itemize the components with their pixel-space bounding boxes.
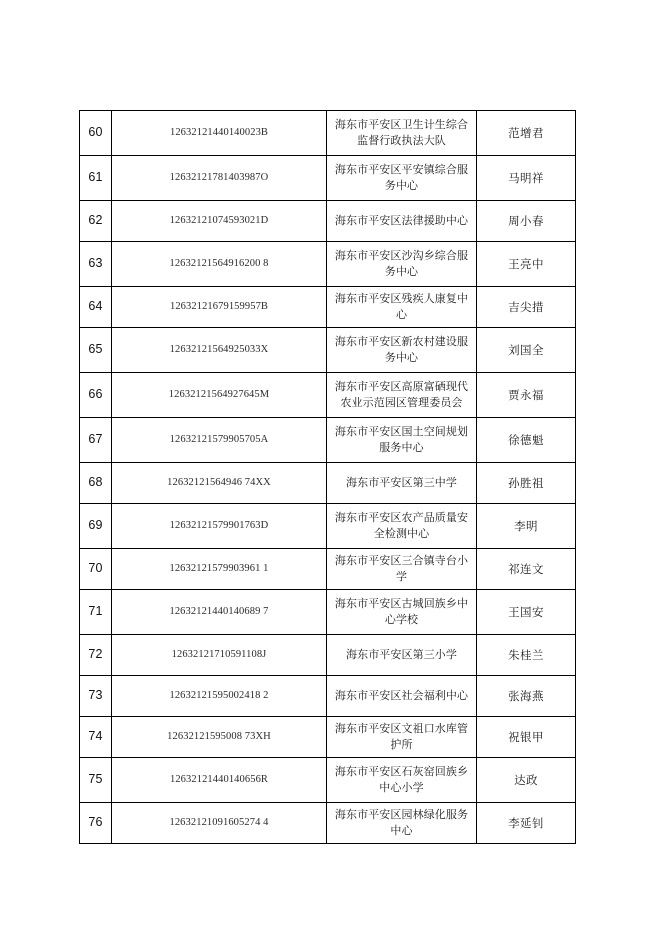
table-row xyxy=(80,803,576,844)
organization-name-cell: 海东市平安区残疾人康复中心 xyxy=(327,287,477,328)
row-index-cell: 66 xyxy=(80,373,112,418)
row-index-cell: 70 xyxy=(80,549,112,590)
legal-representative-cell: 孙胜祖 xyxy=(477,463,576,504)
legal-representative-cell: 达政 xyxy=(477,758,576,803)
organization-name-cell: 海东市平安区新农村建设服务中心 xyxy=(327,328,477,373)
credit-code-cell: 12632121564916200 8 xyxy=(112,242,327,287)
table-row xyxy=(80,201,576,242)
credit-code-cell: 12632121440140023B xyxy=(112,111,327,156)
legal-representative-cell: 李明 xyxy=(477,504,576,549)
row-index-cell: 72 xyxy=(80,635,112,676)
legal-representative-cell: 范增君 xyxy=(477,111,576,156)
credit-code-cell: 12632121074593021D xyxy=(112,201,327,242)
legal-representative-cell: 周小春 xyxy=(477,201,576,242)
row-index-cell: 61 xyxy=(80,156,112,201)
credit-code-cell: 12632121564946 74XX xyxy=(112,463,327,504)
organization-name-cell: 海东市平安区沙沟乡综合服务中心 xyxy=(327,242,477,287)
credit-code-cell: 12632121091605274 4 xyxy=(112,803,327,844)
row-index-cell: 73 xyxy=(80,676,112,717)
row-index-cell: 64 xyxy=(80,287,112,328)
roster-table xyxy=(79,110,576,844)
table-row xyxy=(80,418,576,463)
credit-code-cell: 12632121781403987O xyxy=(112,156,327,201)
roster-table-body xyxy=(80,111,576,844)
legal-representative-cell: 马明祥 xyxy=(477,156,576,201)
credit-code-cell: 12632121440140689 7 xyxy=(112,590,327,635)
table-row xyxy=(80,717,576,758)
organization-name-cell: 海东市平安区农产品质量安全检测中心 xyxy=(327,504,477,549)
organization-name-cell: 海东市平安区法律援助中心 xyxy=(327,201,477,242)
row-index-cell: 74 xyxy=(80,717,112,758)
organization-name-cell: 海东市平安区第三小学 xyxy=(327,635,477,676)
legal-representative-cell: 朱桂兰 xyxy=(477,635,576,676)
legal-representative-cell: 王国安 xyxy=(477,590,576,635)
row-index-cell: 71 xyxy=(80,590,112,635)
organization-name-cell: 海东市平安区石灰窑回族乡中心小学 xyxy=(327,758,477,803)
legal-representative-cell: 贾永福 xyxy=(477,373,576,418)
legal-representative-cell: 刘国全 xyxy=(477,328,576,373)
table-row xyxy=(80,111,576,156)
credit-code-cell: 12632121564925033X xyxy=(112,328,327,373)
row-index-cell: 60 xyxy=(80,111,112,156)
organization-name-cell: 海东市平安区第三中学 xyxy=(327,463,477,504)
row-index-cell: 67 xyxy=(80,418,112,463)
organization-name-cell: 海东市平安区卫生计生综合监督行政执法大队 xyxy=(327,111,477,156)
row-index-cell: 69 xyxy=(80,504,112,549)
table-row xyxy=(80,242,576,287)
table-row xyxy=(80,328,576,373)
organization-name-cell: 海东市平安区社会福利中心 xyxy=(327,676,477,717)
row-index-cell: 62 xyxy=(80,201,112,242)
table-row xyxy=(80,287,576,328)
legal-representative-cell: 祁连文 xyxy=(477,549,576,590)
row-index-cell: 63 xyxy=(80,242,112,287)
credit-code-cell: 12632121579901763D xyxy=(112,504,327,549)
credit-code-cell: 12632121595002418 2 xyxy=(112,676,327,717)
legal-representative-cell: 李延钊 xyxy=(477,803,576,844)
legal-representative-cell: 张海燕 xyxy=(477,676,576,717)
legal-representative-cell: 吉尖措 xyxy=(477,287,576,328)
organization-name-cell: 海东市平安区国土空间规划服务中心 xyxy=(327,418,477,463)
credit-code-cell: 12632121595008 73XH xyxy=(112,717,327,758)
organization-name-cell: 海东市平安区古城回族乡中心学校 xyxy=(327,590,477,635)
table-row xyxy=(80,758,576,803)
table-row xyxy=(80,373,576,418)
credit-code-cell: 12632121564927645M xyxy=(112,373,327,418)
organization-name-cell: 海东市平安区平安镇综合服务中心 xyxy=(327,156,477,201)
credit-code-cell: 12632121579903961 1 xyxy=(112,549,327,590)
roster-table-container xyxy=(79,110,575,844)
row-index-cell: 68 xyxy=(80,463,112,504)
table-row xyxy=(80,504,576,549)
row-index-cell: 75 xyxy=(80,758,112,803)
organization-name-cell: 海东市平安区三合镇寺台小学 xyxy=(327,549,477,590)
organization-name-cell: 海东市平安区文祖口水库管护所 xyxy=(327,717,477,758)
legal-representative-cell: 祝银甲 xyxy=(477,717,576,758)
table-row xyxy=(80,635,576,676)
organization-name-cell: 海东市平安区高原富硒现代农业示范园区管理委员会 xyxy=(327,373,477,418)
organization-name-cell: 海东市平安区园林绿化服务中心 xyxy=(327,803,477,844)
row-index-cell: 76 xyxy=(80,803,112,844)
credit-code-cell: 12632121440140656R xyxy=(112,758,327,803)
credit-code-cell: 12632121579905705A xyxy=(112,418,327,463)
legal-representative-cell: 王亮中 xyxy=(477,242,576,287)
row-index-cell: 65 xyxy=(80,328,112,373)
table-row xyxy=(80,156,576,201)
table-row xyxy=(80,676,576,717)
table-row xyxy=(80,590,576,635)
credit-code-cell: 12632121710591108J xyxy=(112,635,327,676)
table-row xyxy=(80,549,576,590)
credit-code-cell: 12632121679159957B xyxy=(112,287,327,328)
table-row xyxy=(80,463,576,504)
legal-representative-cell: 徐德魁 xyxy=(477,418,576,463)
